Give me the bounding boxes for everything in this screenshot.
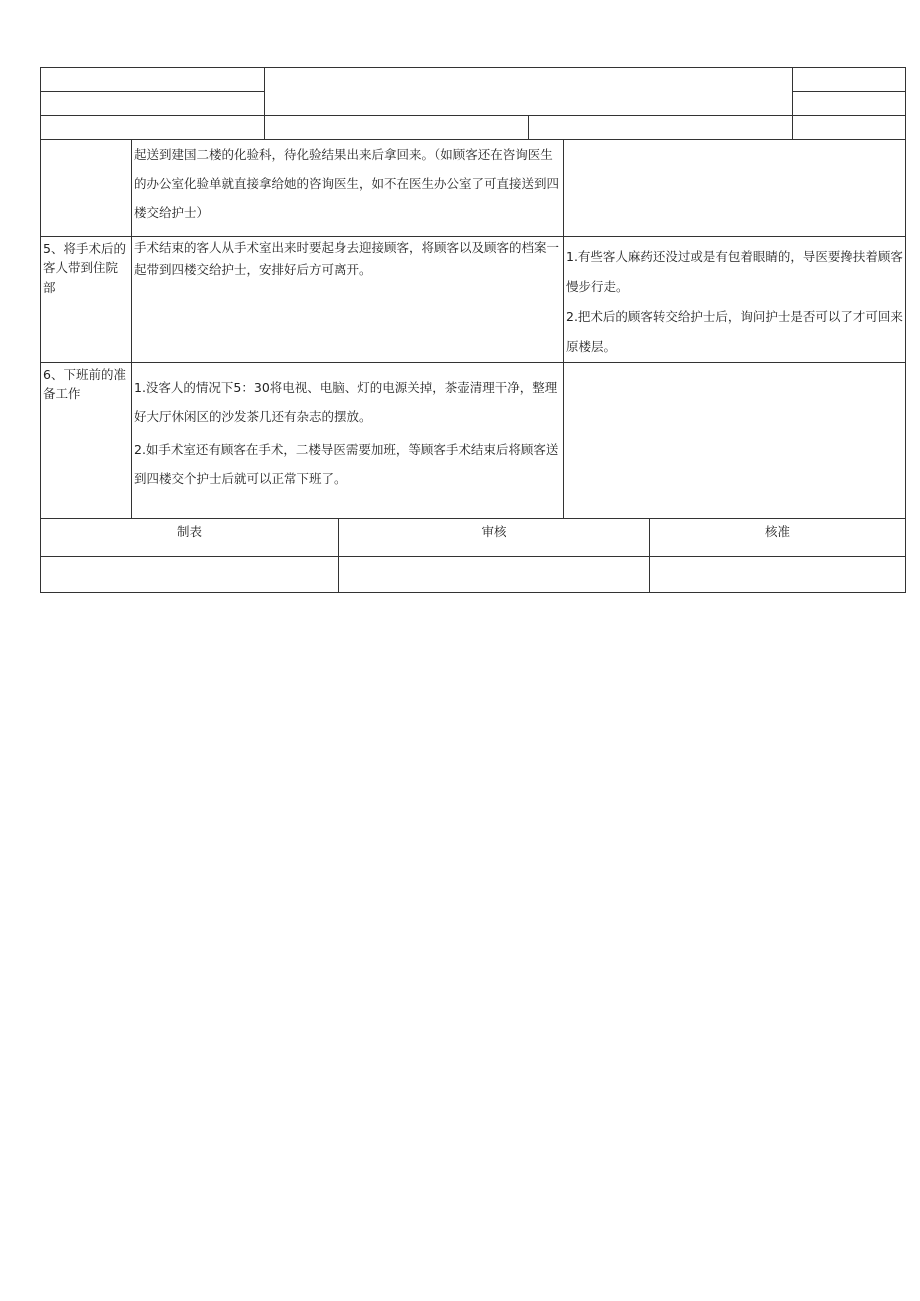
header-title-cell — [265, 68, 793, 116]
header-cell-3 — [793, 68, 906, 92]
header-cell-7 — [265, 116, 529, 140]
note-cell — [564, 363, 906, 519]
header-table — [40, 67, 906, 140]
table-row — [41, 237, 906, 363]
header-cell-4 — [41, 92, 265, 116]
prepared-by-label: 制表 — [41, 519, 339, 557]
reviewed-by-label: 审核 — [339, 519, 650, 557]
header-cell-5 — [793, 92, 906, 116]
note-paragraph: 2.把术后的顾客转交给护士后，询问护士是否可以了才可回来原楼层。 — [566, 309, 903, 354]
approved-by-field[interactable] — [650, 557, 906, 593]
content-cell — [132, 363, 564, 519]
signoff-table — [40, 518, 906, 593]
note-paragraph: 1.有些客人麻药还没过或是有包着眼睛的，导医要搀扶着顾客慢步行走。 — [566, 249, 903, 294]
step-cell — [41, 140, 132, 237]
content-paragraph: 起送到建国二楼的化验科，待化验结果出来后拿回来。（如顾客还在咨询医生的办公室化验单就直接拿给她的咨询医生，如不在医生办公室了可直接送到四楼交给护士） — [134, 147, 560, 220]
table-row — [41, 363, 906, 519]
content-paragraph: 1.没客人的情况下5：30将电视、电脑、灯的电源关掉，茶壶清理干净，整理好大厅休闲区的沙发茶几还有杂志的摆放。 — [134, 380, 558, 424]
approved-by-label: 核准 — [650, 519, 906, 557]
content-paragraph: 2.如手术室还有顾客在手术，二楼导医需要加班，等顾客手术结束后将顾客送到四楼交个护士后就可以正常下班了。 — [134, 442, 559, 486]
table-row — [41, 140, 906, 237]
signoff-label-row — [41, 519, 906, 557]
step-cell: 6、下班前的准备工作 — [41, 363, 132, 519]
reviewed-by-field[interactable] — [339, 557, 650, 593]
step-cell: 5、将手术后的客人带到住院部 — [41, 237, 132, 363]
signoff-blank-row — [41, 557, 906, 593]
header-cell-1 — [41, 68, 265, 92]
content-cell — [132, 237, 564, 363]
header-cell-8 — [529, 116, 793, 140]
note-cell — [564, 237, 906, 363]
procedure-table — [40, 139, 906, 519]
procedure-document — [40, 67, 905, 593]
note-cell — [564, 140, 906, 237]
prepared-by-field[interactable] — [41, 557, 339, 593]
header-cell-9 — [793, 116, 906, 140]
content-paragraph: 手术结束的客人从手术室出来时要起身去迎接顾客，将顾客以及顾客的档案一起带到四楼交给护士，安排好后方可离开。 — [134, 240, 560, 277]
header-cell-6 — [41, 116, 265, 140]
content-cell — [132, 140, 564, 237]
